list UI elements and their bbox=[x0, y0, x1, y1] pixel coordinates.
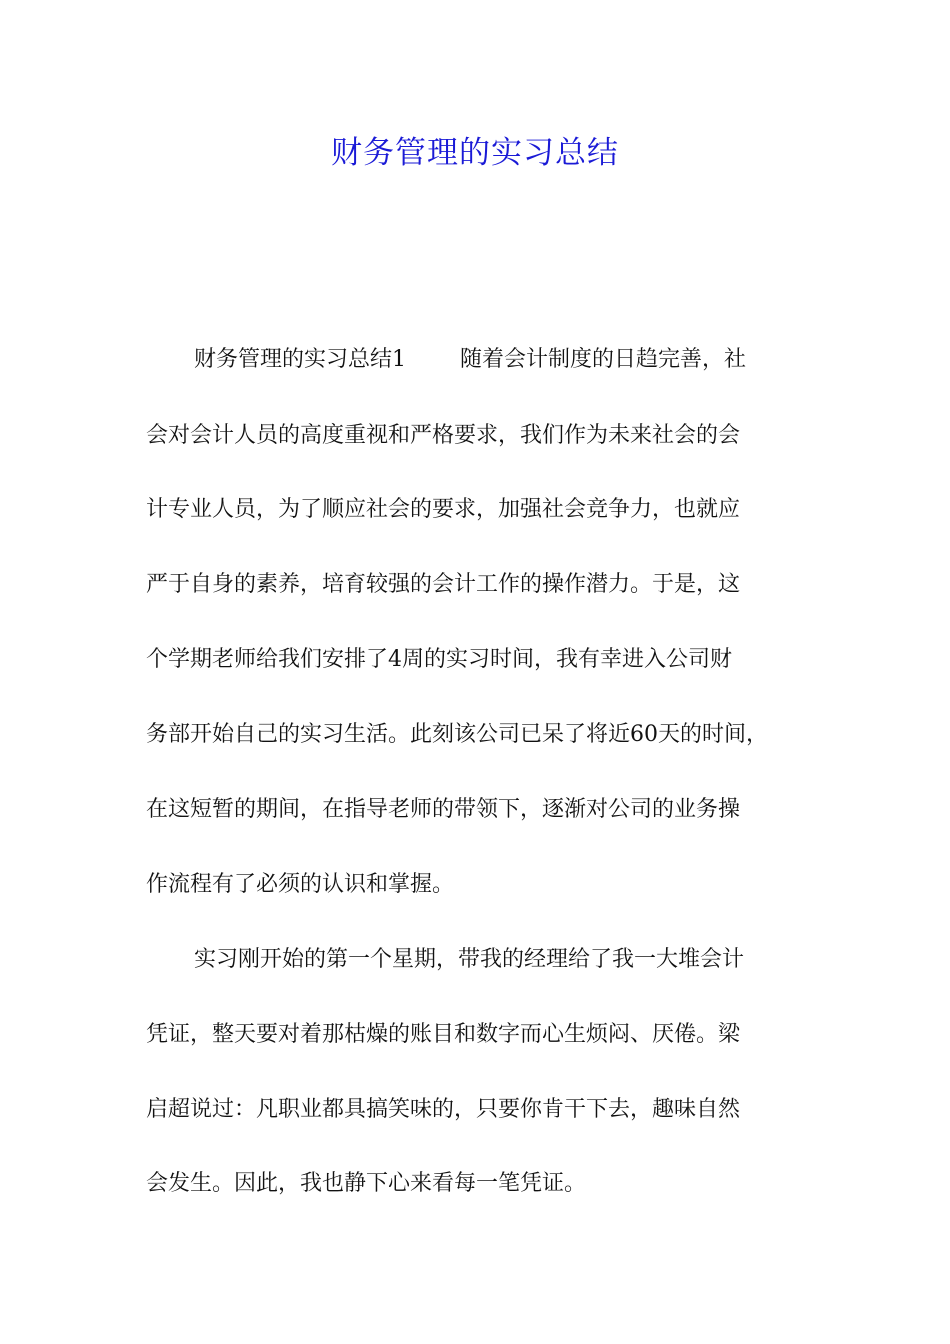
paragraph-1-line-3: 计专业人员，为了顺应社会的要求，加强社会竞争力，也就应 bbox=[146, 497, 741, 522]
paragraph-1-line-8: 作流程有了必须的认识和掌握。 bbox=[146, 872, 455, 897]
section-heading: 财务管理的实习总结1 bbox=[194, 347, 406, 372]
paragraph-1-line-1 bbox=[194, 340, 894, 380]
paragraph-1-line-2: 会对会计人员的高度重视和严格要求，我们作为未来社会的会 bbox=[146, 423, 741, 448]
paragraph-text: 随着会计制度的日趋完善，社 bbox=[460, 347, 747, 372]
paragraph-2-line-4: 会发生。因此，我也静下心来看每一笔凭证。 bbox=[146, 1171, 587, 1196]
paragraph-1-line-7: 在这短暂的期间，在指导老师的带领下，逐渐对公司的业务操 bbox=[146, 797, 741, 822]
paragraph-1-line-5: 个学期老师给我们安排了4周的实习时间，我有幸进入公司财 bbox=[146, 647, 732, 672]
paragraph-2-line-1: 实习刚开始的第一个星期，带我的经理给了我一大堆会计 bbox=[194, 947, 745, 972]
paragraph-2-line-2: 凭证，整天要对着那枯燥的账目和数字而心生烦闷、厌倦。梁 bbox=[146, 1022, 741, 1047]
paragraph-1-line-4: 严于自身的素养，培育较强的会计工作的操作潜力。于是，这 bbox=[146, 572, 741, 597]
paragraph-2-line-3: 启超说过：凡职业都具搞笑味的，只要你肯干下去，趣味自然 bbox=[146, 1097, 741, 1122]
document-title: 财务管理的实习总结 bbox=[331, 135, 619, 171]
paragraph-1-line-6: 务部开始自己的实习生活。此刻该公司已呆了将近60天的时间， bbox=[146, 722, 768, 747]
